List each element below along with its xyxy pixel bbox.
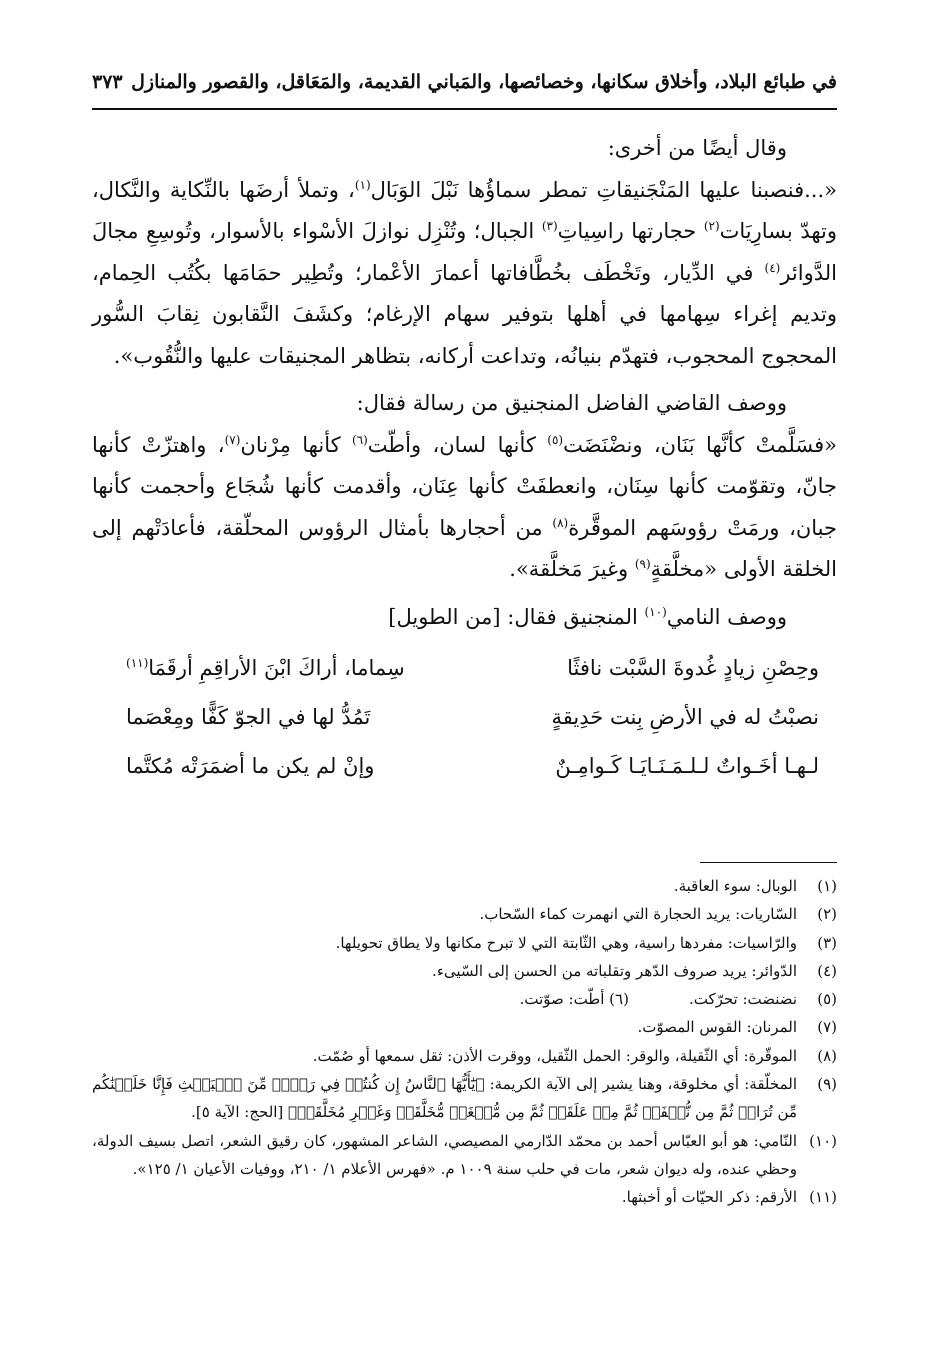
- verse-first-hemistich: نصبْتُ له في الأرضِ بِنت حَدِيقةٍ: [551, 704, 819, 729]
- footnote-text-inline: (٦) أطّت: صوّتت.: [519, 990, 629, 1009]
- footnote-number: (٥): [817, 990, 837, 1009]
- paragraph-intro-2: ووصف القاضي الفاضل المنجنيق من رسالة فقال:: [356, 391, 787, 415]
- header-divider: [92, 108, 837, 110]
- footnote: [92, 872, 837, 900]
- footnote-text: الأرقم: ذكر الحيّات أو أخبثها.: [621, 1188, 797, 1207]
- running-title: في طبائع البلاد، وأخلاق سكانها، وخصائصها، والمَباني القديمة، والمَعَاقل، والقصور والمنازل: [131, 71, 837, 93]
- footnote: [92, 957, 837, 985]
- verse-second-hemistich: سِماما، أراكَ ابْنَ الأراقِمِ أرقَمَا$^{(١١)}$: [126, 655, 405, 680]
- footnote-divider: [700, 862, 837, 863]
- verse-first-hemistich: وحِصْنِ زيادٍ غُدوةَ السَّبْت نافثًا: [567, 655, 819, 680]
- footnote-text: الموقّرة: أي الثّقيلة، والوقر: الحمل الثّقيل، ووقرت الأذن: ثقل سمعها أو صُمّت.: [312, 1046, 797, 1065]
- footnote: [92, 900, 837, 928]
- paragraph-quote-1: «...فنصبنا عليها المَنْجَنيقاتِ تمطر سماؤُها نَبْلَ الوَبَال$^{(١)}$، وتملأ أرضَها بالنِّكاية والنَّكال، وتهدّ بسارِيَات$^{(٢)}$ حجارتها راسِياتِ$^{(٣)}$ الجبال؛ وتُنْزِل نوازلَ الأسْواء بالأسوار، وتُوسِعِ مجالَ الدَّوائر$^{(٤)}$ في الدِّيار، وتَخْطَف بخُطَّافاتها أعمارَ الأعْمار؛ وتُطِير حمَامَها بكُتُب الحِمام، وتديم إغراء سِهامها في أهلها بتوفير سهام الإرغام؛ وكشَفَ النَّقابون نِقابَ السُّور المحجوج المحجوب، فتهدّم بنيانُه، وتداعت أركانه، بتظاهر المجنيقات عليها والنُّقُوب».: [92, 177, 838, 368]
- footnote: [92, 929, 837, 957]
- footnote-text-group: [92, 985, 797, 1013]
- poem-verse: [92, 742, 837, 791]
- footnote: [92, 1127, 837, 1184]
- paragraph-intro-3: ووصف النامي$^{(١٠)}$ المنجنيق فقال: [من الطويل]: [388, 604, 787, 629]
- footnote-number: (٨): [817, 1046, 837, 1065]
- verse-second-hemistich: وإنْ لم يكن ما أضمَرَتْه مُكتَّما: [126, 753, 375, 778]
- page-number: ٣٧٣: [92, 71, 123, 93]
- footnote-text: النّامي: هو أبو العبّاس أحمد بن محمّد الدّارمي المصيصي، الشاعر المشهور، كان رقيق الشعر، اتصل بسيف الدولة، وحظي عنده، وله ديوان شعر، مات في حلب سنة ١٠٠٩ م. «فهرس الأعلام ١/ ٢١٠، ووفيات الأعيان ١/ ١٢٥».: [92, 1131, 797, 1178]
- footnote-number: (١١): [809, 1188, 837, 1207]
- footnote: [92, 1070, 837, 1127]
- footnote: [92, 1013, 837, 1041]
- poem-verse: [92, 644, 837, 693]
- running-header: [92, 62, 837, 102]
- footnote-number: (١٠): [809, 1131, 837, 1150]
- footnote: [92, 985, 837, 1013]
- footnote-text: المرنان: القوس المصوّت.: [637, 1018, 797, 1037]
- footnotes: [92, 872, 837, 1212]
- poem: [92, 644, 837, 791]
- paragraph-quote-2: «فسَلَّمتْ كأنَّها بَنَان، ونضْنَضَت$^{(٥)}$ كأنها لسان، وأطّت$^{(٦)}$ كأنها مِرْنان$^{(٧)}$، واهتزّتْ كأنها جانّ، وتقوّمت كأنها سِنَان، وانعطفَتْ كأنها عِنَان، وأقدمت كأنها شُجَاع وأحجمت كأنها جبان، ورمَتْ رؤوسَهم الموقَّرة$^{(٨)}$ من أحجارها بأمثال الرؤوس المحلّقة، فأعادَتْهم إلى الخلقة الأولى «مخلَّقةٍ$^{(٩)}$ وغيرَ مَخلَّقة».: [92, 432, 837, 581]
- footnote-number: (٢): [817, 905, 837, 924]
- footnote-text: الدّوائر: يريد صروف الدّهر وتقلباته من الحسن إلى السّيىء.: [432, 961, 797, 980]
- poem-verse: [92, 693, 837, 742]
- footnote: [92, 1183, 837, 1211]
- main-text: [92, 128, 837, 791]
- verse-first-hemistich: لـهـا أخَـواتٌ لـلـمَـنَـايَـا كَـوامِـنٌ: [555, 753, 819, 778]
- footnote: [92, 1042, 837, 1070]
- footnote-text: الوبال: سوء العاقبة.: [673, 877, 797, 895]
- footnote-text: نضنضت: تحرّكت.: [688, 990, 797, 1009]
- footnote-text: السّاريات: يريد الحجارة التي انهمرت كماء السّحاب.: [479, 905, 797, 924]
- verse-second-hemistich: تَمُدُّ لها في الجوّ كَفًّا ومِعْصَما: [126, 704, 371, 729]
- footnote-number: (٤): [817, 961, 837, 980]
- footnote-number: (٣): [817, 933, 837, 952]
- footnote-text: المخلّقة: أي مخلوقة، وهنا يشير إلى الآية الكريمة: ﴿يَٰٓأَيُّهَا ٱلنَّاسُ إِن كُنتُمۡ فِي رَيۡبٖ مِّنَ ٱلۡبَعۡثِ فَإِنَّا خَلَقۡنَٰكُم مِّن تُرَابٖ ثُمَّ مِن نُّطۡفَةٖ ثُمَّ مِنۡ عَلَقَةٖ ثُمَّ مِن مُّضۡغَةٖ مُّخَلَّقَةٖ وَغَيۡرِ مُخَلَّقَةٖ﴾ [الحج: الآية ٥].: [92, 1075, 797, 1122]
- footnote-text: والرّاسيات: مفردها راسية، وهي الثّابتة التي لا تبرح مكانها ولا يطاق تحويلها.: [335, 933, 797, 952]
- footnote-number: (٧): [817, 1018, 837, 1037]
- paragraph-intro: وقال أيضًا من أخرى:: [607, 136, 787, 160]
- footnote-number: (١): [817, 877, 837, 895]
- footnote-number: (٩): [817, 1075, 837, 1094]
